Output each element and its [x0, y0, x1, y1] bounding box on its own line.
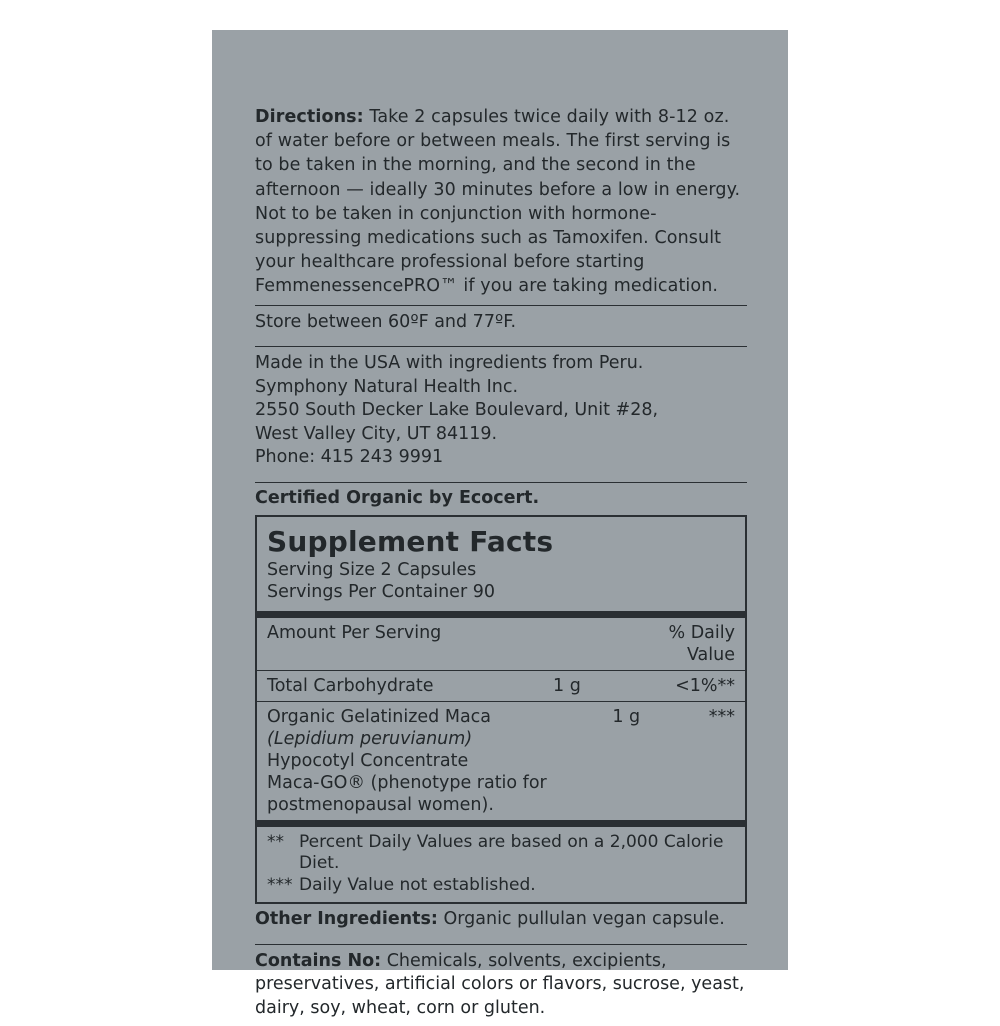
- footnote-mark: ***: [267, 874, 293, 895]
- footnote-text: Percent Daily Values are based on a 2,000 Calorie Diet.: [299, 831, 724, 874]
- nutrient-daily-value: ***: [708, 706, 735, 727]
- other-ingredients-block: [255, 904, 747, 938]
- nutrient-amount: 1 g: [553, 675, 581, 696]
- footnote-text: Daily Value not established.: [299, 874, 536, 895]
- footnotes-block: [257, 827, 745, 903]
- supplement-facts-box: [255, 515, 747, 905]
- contains-no-block: [255, 945, 747, 1026]
- footnote-row: [267, 832, 735, 875]
- storage-block: [255, 306, 747, 341]
- divider-thick-bottom: [257, 820, 745, 827]
- supplement-facts-title: Supplement Facts: [267, 524, 554, 558]
- directions-heading: Directions:: [255, 107, 364, 127]
- nutrient-name: Organic Gelatinized Maca: [267, 706, 492, 727]
- amount-per-serving-header: Amount Per Serving: [267, 622, 442, 643]
- other-ingredients-heading: Other Ingredients:: [255, 909, 438, 930]
- table-row: [257, 671, 745, 701]
- label-content: [255, 105, 747, 1026]
- daily-value-header: % Daily Value: [668, 622, 735, 665]
- footnote-mark: **: [267, 831, 284, 852]
- directions-paragraph: [255, 105, 747, 299]
- nutrient-name: Total Carbohydrate: [267, 675, 434, 696]
- contains-no-heading: Contains No:: [255, 950, 382, 971]
- storage-text: Store between 60ºF and 77ºF.: [255, 311, 517, 332]
- manufacturer-line: 2550 South Decker Lake Boulevard, Unit #28,: [255, 400, 659, 421]
- certified-organic-text: Certified Organic by Ecocert.: [255, 487, 540, 508]
- footnote-row: [267, 875, 735, 897]
- supplement-label-panel: [212, 30, 788, 1018]
- nutrient-block: [267, 706, 612, 816]
- nutrient-latin-name: (Lepidium peruvianum): [267, 728, 473, 749]
- servings-per-container: Servings Per Container 90: [267, 581, 495, 602]
- divider-thick-top: [257, 611, 745, 618]
- table-row: [257, 702, 745, 820]
- other-ingredients-text: Organic pullulan vegan capsule.: [437, 909, 725, 930]
- supplement-facts-header: [257, 517, 745, 611]
- manufacturer-block: [255, 347, 747, 476]
- nutrient-amount: 1 g: [612, 706, 641, 727]
- manufacturer-line: West Valley City, UT 84119.: [255, 423, 498, 444]
- manufacturer-line: Made in the USA with ingredients from Peru.: [255, 353, 644, 374]
- serving-size: Serving Size 2 Capsules: [267, 559, 477, 580]
- directions-text: Take 2 capsules twice daily with 8-12 oz. of water before or between meals. The first serving is to be taken in the morning, and the second in the afternoon — ideally 30 minutes before a low in energy. Not to be taken in conjunction with hormone-suppressing medications such as Tamoxifen. Consult your healthcare professional before starting FemmenessencePRO™ if you are taking medication.: [255, 107, 741, 297]
- contains-no-text: Chemicals, solvents, excipients, preservatives, artificial colors or flavors, sucrose, yeast, dairy, soy, wheat, corn or gluten.: [255, 950, 745, 1018]
- nutrient-phenotype-note: Maca-GO® (phenotype ratio for postmenopausal women).: [267, 772, 547, 815]
- manufacturer-line: Phone: 415 243 9991: [255, 447, 444, 468]
- nutrient-form: Hypocotyl Concentrate: [267, 750, 469, 771]
- contains-no-line: [255, 950, 747, 1021]
- nutrient-daily-value: <1%**: [675, 675, 735, 696]
- other-ingredients-line: [255, 908, 747, 932]
- manufacturer-line: Symphony Natural Health Inc.: [255, 376, 519, 397]
- table-header-row: [257, 618, 745, 670]
